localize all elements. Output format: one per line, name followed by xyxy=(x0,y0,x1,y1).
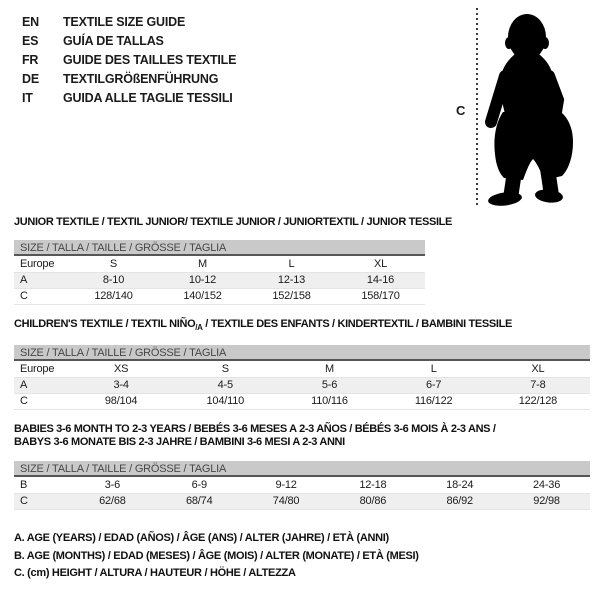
cell-value: 7-8 xyxy=(486,377,590,393)
cell-value: 4-5 xyxy=(173,377,277,393)
language-code: DE xyxy=(22,71,39,86)
title-text: CHILDREN'S TEXTILE / TEXTIL NIÑO xyxy=(14,318,196,330)
language-list xyxy=(22,12,236,107)
table-row xyxy=(14,377,590,393)
cell-value: 6-9 xyxy=(156,477,243,493)
size-header-bar: SIZE / TALLA / TAILLE / GRÖSSE / TAGLIA xyxy=(14,461,590,477)
cell-value: 158/170 xyxy=(336,288,425,304)
babies-size-table xyxy=(14,477,590,510)
table-row xyxy=(14,393,590,409)
junior-size-table xyxy=(14,256,425,305)
cell-value: XS xyxy=(69,361,173,377)
cell-value: 5-6 xyxy=(277,377,381,393)
cell-value: 6-7 xyxy=(382,377,486,393)
table-row xyxy=(14,256,425,272)
cell-value: 128/140 xyxy=(69,288,158,304)
title-text: BABIES 3-6 MONTH TO 2-3 YEARS / BEBÉS 3-6 MESES A 2-3 AÑOS / BÉBÉS 3-6 MOIS À 2-3 ANS / xyxy=(14,423,496,435)
language-title: GUIDA ALLE TAGLIE TESSILI xyxy=(63,90,233,105)
cell-value: 9-12 xyxy=(243,477,330,493)
cell-value: 98/104 xyxy=(69,393,173,409)
cell-value: 152/158 xyxy=(247,288,336,304)
cell-value: 62/68 xyxy=(69,493,156,509)
row-label: C xyxy=(14,493,69,509)
cell-value: 110/116 xyxy=(277,393,381,409)
row-label: A xyxy=(14,272,69,288)
cell-value: S xyxy=(173,361,277,377)
cell-value: XL xyxy=(336,256,425,272)
language-title: TEXTILE SIZE GUIDE xyxy=(63,14,186,29)
height-dotted-line xyxy=(476,8,478,207)
language-row-fr xyxy=(22,50,236,69)
junior-section-title xyxy=(14,216,453,229)
title-text: / TEXTILE DES ENFANTS / KINDERTEXTIL / BAMBINI TESSILE xyxy=(202,318,512,330)
cell-value: L xyxy=(247,256,336,272)
cell-value: 86/92 xyxy=(416,493,503,509)
baby-silhouette-icon xyxy=(483,4,600,206)
babies-section-title xyxy=(14,423,590,436)
size-header-bar: SIZE / TALLA / TAILLE / GRÖSSE / TAGLIA xyxy=(14,240,425,256)
cell-value: 24-36 xyxy=(503,477,590,493)
cell-value: 3-4 xyxy=(69,377,173,393)
cell-value: 104/110 xyxy=(173,393,277,409)
size-header-bar: SIZE / TALLA / TAILLE / GRÖSSE / TAGLIA xyxy=(14,345,590,361)
language-row-es xyxy=(22,31,236,50)
cell-value: M xyxy=(277,361,381,377)
language-title: TEXTILGRÖßENFÜHRUNG xyxy=(63,71,219,86)
cell-value: S xyxy=(69,256,158,272)
language-row-en xyxy=(22,12,236,31)
row-label: B xyxy=(14,477,69,493)
table-row xyxy=(14,493,590,509)
language-title: GUIDE DES TAILLES TEXTILE xyxy=(63,52,237,67)
row-label: Europe xyxy=(14,361,69,377)
cell-value: 12-18 xyxy=(329,477,416,493)
legend-line-c: C. (cm) HEIGHT / ALTURA / HAUTEUR / HÖHE / ALTEZZA xyxy=(14,567,296,579)
title-text: JUNIOR TEXTILE / TEXTIL JUNIOR/ TEXTILE JUNIOR / JUNIORTEXTIL / JUNIOR TESSILE xyxy=(14,216,453,228)
cell-value: 116/122 xyxy=(382,393,486,409)
cell-value: 14-16 xyxy=(336,272,425,288)
title-text: BABYS 3-6 MONATE BIS 2-3 JAHRE / BAMBINI 3-6 MESI A 2-3 ANNI xyxy=(14,436,345,448)
cell-value: 74/80 xyxy=(243,493,330,509)
language-code: IT xyxy=(22,90,33,105)
legend-line-b: B. AGE (MONTHS) / EDAD (MESES) / ÂGE (MOIS) / ALTER (MONATE) / ETÀ (MESI) xyxy=(14,549,419,562)
cell-value: 8-10 xyxy=(69,272,158,288)
children-size-table xyxy=(14,361,590,410)
babies-section xyxy=(14,423,590,510)
cell-value: 12-13 xyxy=(247,272,336,288)
cell-value: 18-24 xyxy=(416,477,503,493)
junior-section xyxy=(14,216,453,305)
height-measure-label: C xyxy=(456,103,466,118)
legend-line-a: A. AGE (YEARS) / EDAD (AÑOS) / ÂGE (ANS) / ALTER (JAHRE) / ETÀ (ANNI) xyxy=(14,532,389,544)
title-subscript: /A xyxy=(195,323,203,333)
cell-value: 3-6 xyxy=(69,477,156,493)
language-code: FR xyxy=(22,52,39,67)
cell-value: 80/86 xyxy=(329,493,416,509)
language-row-it xyxy=(22,88,236,107)
babies-section-title-line2 xyxy=(14,436,590,449)
table-row xyxy=(14,272,425,288)
cell-value: 140/152 xyxy=(158,288,247,304)
row-label: A xyxy=(14,377,69,393)
language-code: ES xyxy=(22,33,39,48)
cell-value: M xyxy=(158,256,247,272)
language-title: GUÍA DE TALLAS xyxy=(63,33,164,48)
cell-value: 122/128 xyxy=(486,393,590,409)
height-figure xyxy=(440,0,600,215)
cell-value: L xyxy=(382,361,486,377)
language-row-de xyxy=(22,69,236,88)
children-section-title xyxy=(14,318,590,334)
children-section xyxy=(14,318,590,410)
row-label: Europe xyxy=(14,256,69,272)
language-code: EN xyxy=(22,14,39,29)
row-label: C xyxy=(14,288,69,304)
cell-value: 10-12 xyxy=(158,272,247,288)
table-row xyxy=(14,288,425,304)
cell-value: 68/74 xyxy=(156,493,243,509)
row-label: C xyxy=(14,393,69,409)
measurement-legend xyxy=(14,530,419,583)
table-row xyxy=(14,477,590,493)
cell-value: 92/98 xyxy=(503,493,590,509)
table-row xyxy=(14,361,590,377)
cell-value: XL xyxy=(486,361,590,377)
